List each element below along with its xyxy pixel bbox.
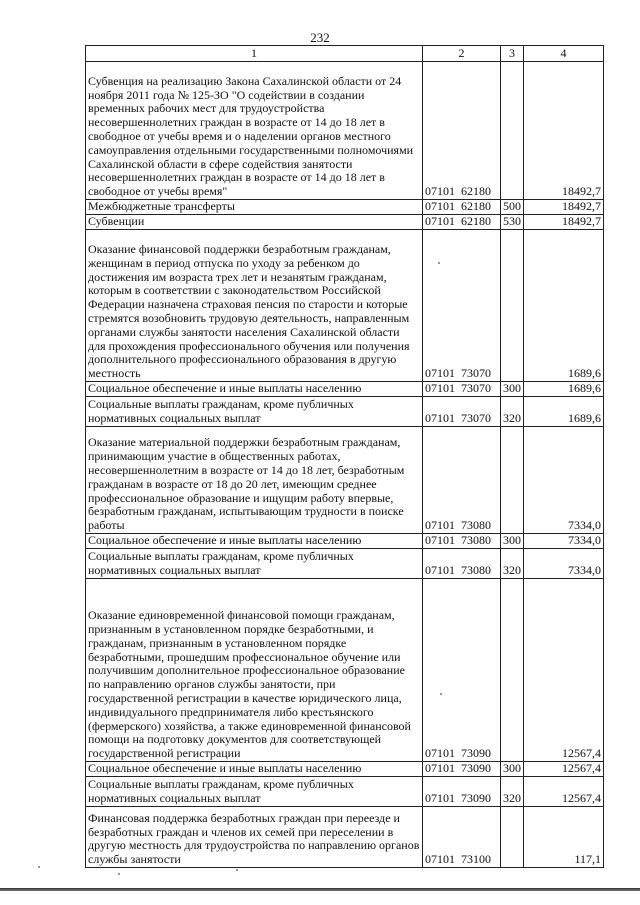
table-row — [86, 397, 604, 427]
row-article-code: 62180 — [461, 214, 491, 229]
row-section-code: 07101 — [425, 381, 455, 396]
row-name: Финансовая поддержка безработных граждан при переезде и безработных граждан и членов их семей при переселении в другую местность для трудоустройства по направлению органов службы занятости — [86, 807, 423, 868]
row-section-code: 07101 — [425, 533, 455, 548]
row-code — [423, 382, 501, 397]
row-amount: 18492,7 — [524, 62, 604, 200]
table-header-row — [86, 46, 604, 62]
scan-speck — [236, 869, 238, 871]
row-name: Социальные выплаты гражданам, кроме публичных нормативных социальных выплат — [86, 777, 423, 807]
row-amount: 18492,7 — [524, 215, 604, 230]
row-expense-type: 300 — [501, 382, 524, 397]
row-section-code: 07101 — [425, 746, 455, 761]
row-code — [423, 62, 501, 200]
row-name: Оказание финансовой поддержки безработным гражданам, женщинам в период отпуска по уходу за ребенком до достижения им возраста трех лет и незанятым гражданам, которым в соответствии с законодательством Российской Федерации назначена страховая пенсия по старости и которые стремятся возобновить трудовую деятельность, направленным органами службы занятости населения Сахалинской области для прохождения профессионального обучения или получения дополнительного профессионального образования в другую местность — [86, 230, 423, 382]
row-expense-type: 320 — [501, 777, 524, 807]
table-row — [86, 200, 604, 215]
row-name: Социальное обеспечение и иные выплаты населению — [86, 534, 423, 549]
budget-table — [85, 45, 604, 868]
table-row — [86, 62, 604, 200]
row-section-code: 07101 — [425, 791, 455, 806]
row-section-code: 07101 — [425, 852, 455, 867]
table-row — [86, 230, 604, 382]
row-amount: 12567,4 — [524, 762, 604, 777]
row-amount: 12567,4 — [524, 777, 604, 807]
row-article-code: 73070 — [461, 411, 491, 426]
table-row — [86, 382, 604, 397]
row-code — [423, 534, 501, 549]
row-expense-type: 500 — [501, 200, 524, 215]
row-amount: 7334,0 — [524, 534, 604, 549]
row-code — [423, 579, 501, 762]
row-amount: 18492,7 — [524, 200, 604, 215]
row-section-code: 07101 — [425, 184, 455, 199]
row-article-code: 62180 — [461, 184, 491, 199]
row-name: Субвенции — [86, 215, 423, 230]
row-code — [423, 215, 501, 230]
row-amount: 7334,0 — [524, 427, 604, 534]
table-row — [86, 579, 604, 762]
row-expense-type — [501, 579, 524, 762]
row-article-code: 73080 — [461, 518, 491, 533]
table-row — [86, 215, 604, 230]
row-amount: 1689,6 — [524, 397, 604, 427]
row-expense-type: 320 — [501, 397, 524, 427]
row-amount: 12567,4 — [524, 579, 604, 762]
row-name: Социальное обеспечение и иные выплаты населению — [86, 762, 423, 777]
row-code — [423, 200, 501, 215]
table-row — [86, 534, 604, 549]
header-col-4: 4 — [524, 46, 604, 62]
row-section-code: 07101 — [425, 518, 455, 533]
row-amount: 1689,6 — [524, 230, 604, 382]
table-row — [86, 777, 604, 807]
row-expense-type — [501, 807, 524, 868]
row-expense-type: 300 — [501, 534, 524, 549]
scan-speck — [438, 262, 440, 264]
header-col-2: 2 — [423, 46, 501, 62]
row-section-code: 07101 — [425, 199, 455, 214]
row-code — [423, 777, 501, 807]
row-expense-type — [501, 427, 524, 534]
scan-speck — [440, 693, 442, 695]
row-article-code: 73100 — [461, 852, 491, 867]
row-section-code: 07101 — [425, 214, 455, 229]
row-name: Оказание единовременной финансовой помощи гражданам, признанным в установленном порядке безработными, и гражданам, признанным в установленном порядке безработными, прошедшим профессиональное обучение или получившим дополнительное профессиональное образование по направлению органов службы занятости, при государственной регистрации в качестве юридического лица, индивидуального предпринимателя либо крестьянского (фермерского) хозяйства, а также единовременной финансовой помощи на подготовку документов для соответствующей государственной регистрации — [86, 579, 423, 762]
row-section-code: 07101 — [425, 366, 455, 381]
row-expense-type: 300 — [501, 762, 524, 777]
row-amount: 117,1 — [524, 807, 604, 868]
row-article-code: 62180 — [461, 199, 491, 214]
row-article-code: 73080 — [461, 563, 491, 578]
row-name: Социальное обеспечение и иные выплаты населению — [86, 382, 423, 397]
row-code — [423, 427, 501, 534]
row-name: Субвенция на реализацию Закона Сахалинской области от 24 ноября 2011 года № 125-ЗО "О содействии в создании временных рабочих мест для трудоустройства несовершеннолетних граждан в возрасте от 14 до 18 лет в свободное от учебы время и о наделении органов местного самоуправления отдельными государственными полномочиями Сахалинской области в сфере содействия занятости несовершеннолетних граждан в возрасте от 14 до 18 лет в свободное от учебы время" — [86, 62, 423, 200]
row-name: Социальные выплаты гражданам, кроме публичных нормативных социальных выплат — [86, 397, 423, 427]
row-expense-type — [501, 62, 524, 200]
scan-speck — [38, 866, 40, 868]
row-name: Социальные выплаты гражданам, кроме публичных нормативных социальных выплат — [86, 549, 423, 579]
row-amount: 1689,6 — [524, 382, 604, 397]
row-article-code: 73090 — [461, 761, 491, 776]
table-row — [86, 549, 604, 579]
row-article-code: 73080 — [461, 533, 491, 548]
row-article-code: 73070 — [461, 381, 491, 396]
scan-speck — [118, 873, 120, 875]
row-expense-type: 320 — [501, 549, 524, 579]
page-number: 232 — [310, 30, 330, 45]
row-name: Межбюджетные трансферты — [86, 200, 423, 215]
row-article-code: 73090 — [461, 746, 491, 761]
row-amount: 7334,0 — [524, 549, 604, 579]
row-article-code: 73090 — [461, 791, 491, 806]
row-code — [423, 230, 501, 382]
header-col-3: 3 — [501, 46, 524, 62]
row-expense-type: 530 — [501, 215, 524, 230]
row-article-code: 73070 — [461, 366, 491, 381]
row-section-code: 07101 — [425, 563, 455, 578]
row-section-code: 07101 — [425, 411, 455, 426]
table-row — [86, 807, 604, 868]
row-name: Оказание материальной поддержки безработным гражданам, принимающим участие в общественных работах, несовершеннолетним в возрасте от 14 до 18 лет, безработным гражданам в возрасте от 18 до 20 лет, имеющим среднее профессиональное образование и ищущим работу впервые, безработным гражданам, испытывающим трудности в поиске работы — [86, 427, 423, 534]
row-code — [423, 807, 501, 868]
row-code — [423, 397, 501, 427]
row-code — [423, 549, 501, 579]
scan-bottom-edge — [0, 888, 640, 891]
table-row — [86, 427, 604, 534]
table-row — [86, 762, 604, 777]
row-section-code: 07101 — [425, 761, 455, 776]
row-expense-type — [501, 230, 524, 382]
header-col-1: 1 — [86, 46, 423, 62]
row-code — [423, 762, 501, 777]
